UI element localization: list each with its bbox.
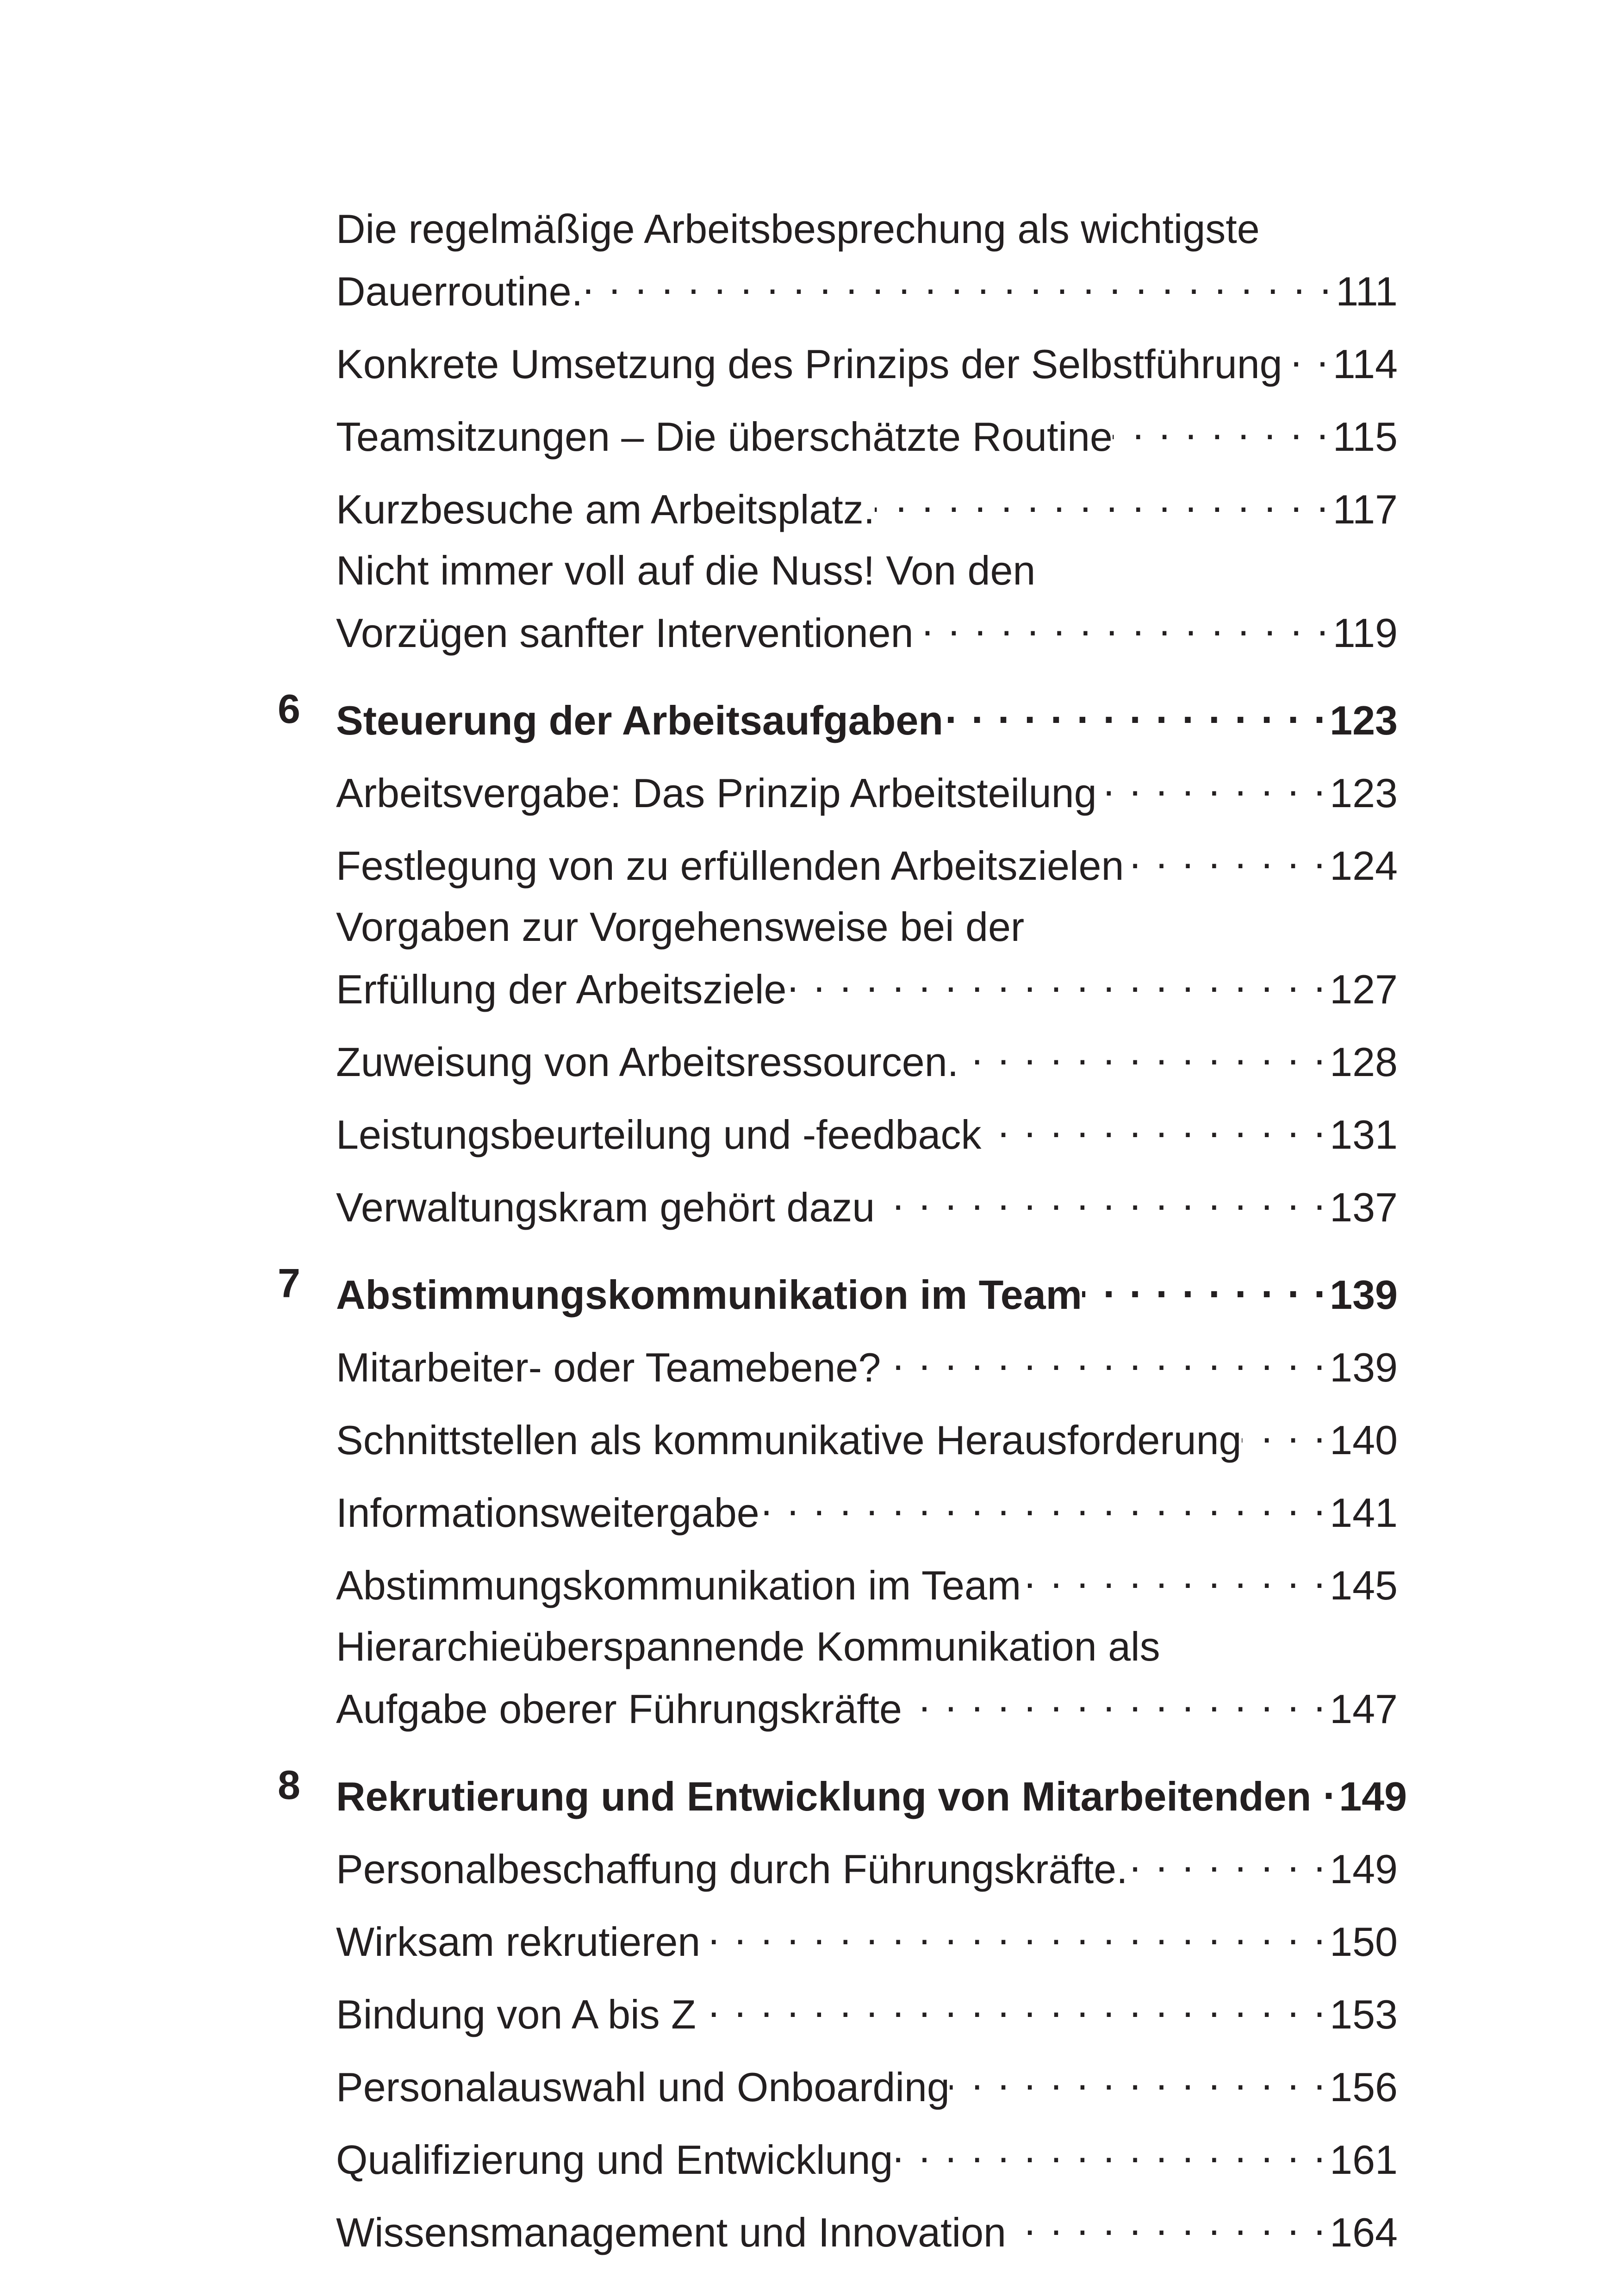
page-number: 156	[1330, 2064, 1398, 2110]
entry-title: Informationsweitergabe	[336, 1490, 759, 1536]
toc-section-entry	[278, 1549, 1398, 1611]
dot-leader	[1113, 400, 1333, 451]
entry-title: Leistungsbeurteilung und -feedback	[336, 1112, 982, 1157]
toc-chapter-entry	[278, 1760, 1407, 1822]
dot-leader	[1021, 1549, 1330, 1599]
page-number: 123	[1330, 697, 1398, 743]
entry-title: Erfüllung der Arbeitsziele	[336, 966, 787, 1012]
toc-section-entry	[278, 1170, 1398, 1233]
dot-leader	[950, 2050, 1330, 2101]
toc-section-entry	[278, 1905, 1398, 1967]
entry-title: Dauerroutine.	[336, 268, 583, 314]
toc-section-entry	[278, 2123, 1398, 2185]
page-number: 139	[1330, 1272, 1398, 1318]
toc-section-entry	[278, 1978, 1398, 2040]
dot-leader	[1097, 756, 1330, 807]
toc-section-entry	[278, 2196, 1398, 2258]
toc-chapter-entry	[278, 684, 1398, 746]
dot-leader	[1124, 829, 1330, 880]
page-number: 161	[1330, 2137, 1398, 2183]
chapter-number: 8	[278, 1762, 300, 1808]
page-number: 117	[1332, 486, 1398, 532]
entry-title: Personalauswahl und Onboarding	[336, 2064, 950, 2110]
table-of-contents	[278, 204, 1407, 2268]
entry-title-first-line: Hierarchieüberspannende Kommunikation als	[336, 1624, 1160, 1669]
entry-title: Abstimmungskommunikation im Team	[336, 1272, 1082, 1318]
page-number: 119	[1332, 610, 1398, 656]
page-number: 150	[1330, 1919, 1398, 1965]
dot-leader	[943, 684, 1330, 734]
entry-title: Teamsitzungen – Die überschätzte Routine	[336, 414, 1113, 460]
entry-title: Festlegung von zu erfüllenden Arbeitszielen	[336, 843, 1124, 889]
page-number: 128	[1330, 1039, 1398, 1085]
page-number: 140	[1330, 1417, 1398, 1463]
entry-title: Wirksam rekrutieren	[336, 1919, 701, 1965]
entry-title: Aufgabe oberer Führungskräfte	[336, 1686, 902, 1732]
toc-section-entry	[278, 1331, 1398, 1393]
dot-leader	[875, 473, 1333, 523]
entry-title: Zuweisung von Arbeitsressourcen.	[336, 1039, 959, 1085]
entry-title: Personalbeschaffung durch Führungskräfte.	[336, 1846, 1128, 1892]
chapter-number: 7	[278, 1260, 300, 1306]
page-number: 153	[1330, 1991, 1398, 2037]
page-number: 115	[1332, 414, 1398, 460]
entry-title: Mitarbeiter- oder Teamebene?	[336, 1344, 881, 1390]
dot-leader	[786, 952, 1330, 1003]
page-number: 147	[1330, 1686, 1398, 1732]
entry-title: Schnittstellen als kommunikative Herausforderung	[336, 1417, 1242, 1463]
page-number: 137	[1330, 1184, 1398, 1230]
entry-title: Qualifizierung und Entwicklung	[336, 2137, 893, 2183]
toc-section-entry	[278, 1621, 1398, 1735]
dot-leader	[583, 255, 1336, 305]
entry-title: Rekrutierung und Entwicklung von Mitarbeitenden	[336, 1773, 1312, 1819]
entry-title: Vorzügen sanfter Interventionen	[336, 610, 914, 656]
dot-leader	[696, 1978, 1330, 2028]
toc-section-entry	[278, 2050, 1398, 2113]
entry-title: Arbeitsvergabe: Das Prinzip Arbeitsteilung	[336, 770, 1097, 816]
page-number: 149	[1339, 1773, 1407, 1819]
toc-section-entry	[278, 1832, 1398, 1895]
entry-title: Bindung von A bis Z	[336, 1991, 696, 2037]
entry-title: Wissensmanagement und Innovation	[336, 2209, 1006, 2255]
toc-section-entry	[278, 400, 1398, 462]
entry-title-first-line: Vorgaben zur Vorgehensweise bei der	[336, 904, 1025, 950]
entry-title: Kurzbesuche am Arbeitsplatz.	[336, 486, 875, 532]
toc-section-entry	[278, 1098, 1398, 1160]
page-number: 149	[1330, 1846, 1398, 1892]
dot-leader	[1082, 1258, 1330, 1309]
dot-leader	[902, 1672, 1330, 1723]
dot-leader	[700, 1905, 1330, 1956]
dot-leader	[981, 1098, 1330, 1149]
page-number: 123	[1330, 770, 1398, 816]
dot-leader	[1242, 1403, 1330, 1454]
entry-title-first-line: Die regelmäßige Arbeitsbesprechung als wichtigste	[336, 206, 1260, 252]
toc-section-entry	[278, 1025, 1398, 1088]
dot-leader	[875, 1170, 1330, 1221]
chapter-number: 6	[278, 686, 300, 732]
toc-section-entry	[278, 473, 1398, 535]
page-number: 139	[1330, 1344, 1398, 1390]
dot-leader	[759, 1476, 1330, 1527]
dot-leader	[1311, 1760, 1339, 1811]
page-number: 124	[1330, 843, 1398, 889]
page-number: 127	[1330, 966, 1398, 1012]
dot-leader	[1006, 2196, 1330, 2246]
dot-leader	[914, 596, 1333, 647]
entry-title-first-line: Nicht immer voll auf die Nuss! Von den	[336, 548, 1036, 593]
entry-title: Steuerung der Arbeitsaufgaben	[336, 697, 944, 743]
toc-section-entry	[278, 756, 1398, 819]
toc-section-entry	[278, 327, 1398, 390]
entry-title: Verwaltungskram gehört dazu	[336, 1184, 875, 1230]
page-number: 111	[1336, 268, 1398, 314]
toc-section-entry	[278, 829, 1398, 891]
entry-title: Konkrete Umsetzung des Prinzips der Selbstführung	[336, 341, 1282, 387]
page-number: 114	[1332, 341, 1398, 387]
toc-chapter-entry	[278, 1258, 1398, 1320]
page-number: 141	[1330, 1490, 1398, 1536]
toc-section-entry	[278, 902, 1398, 1015]
toc-section-entry	[278, 1476, 1398, 1538]
toc-section-entry	[278, 204, 1398, 317]
toc-section-entry	[278, 545, 1398, 659]
toc-section-entry	[278, 1403, 1398, 1466]
page-number: 131	[1330, 1112, 1398, 1157]
entry-title: Abstimmungskommunikation im Team	[336, 1562, 1021, 1608]
dot-leader	[881, 1331, 1330, 1381]
dot-leader	[893, 2123, 1330, 2174]
page-number: 145	[1330, 1562, 1398, 1608]
page-number: 164	[1330, 2209, 1398, 2255]
dot-leader	[958, 1025, 1330, 1076]
dot-leader	[1282, 327, 1333, 378]
dot-leader	[1128, 1832, 1330, 1883]
